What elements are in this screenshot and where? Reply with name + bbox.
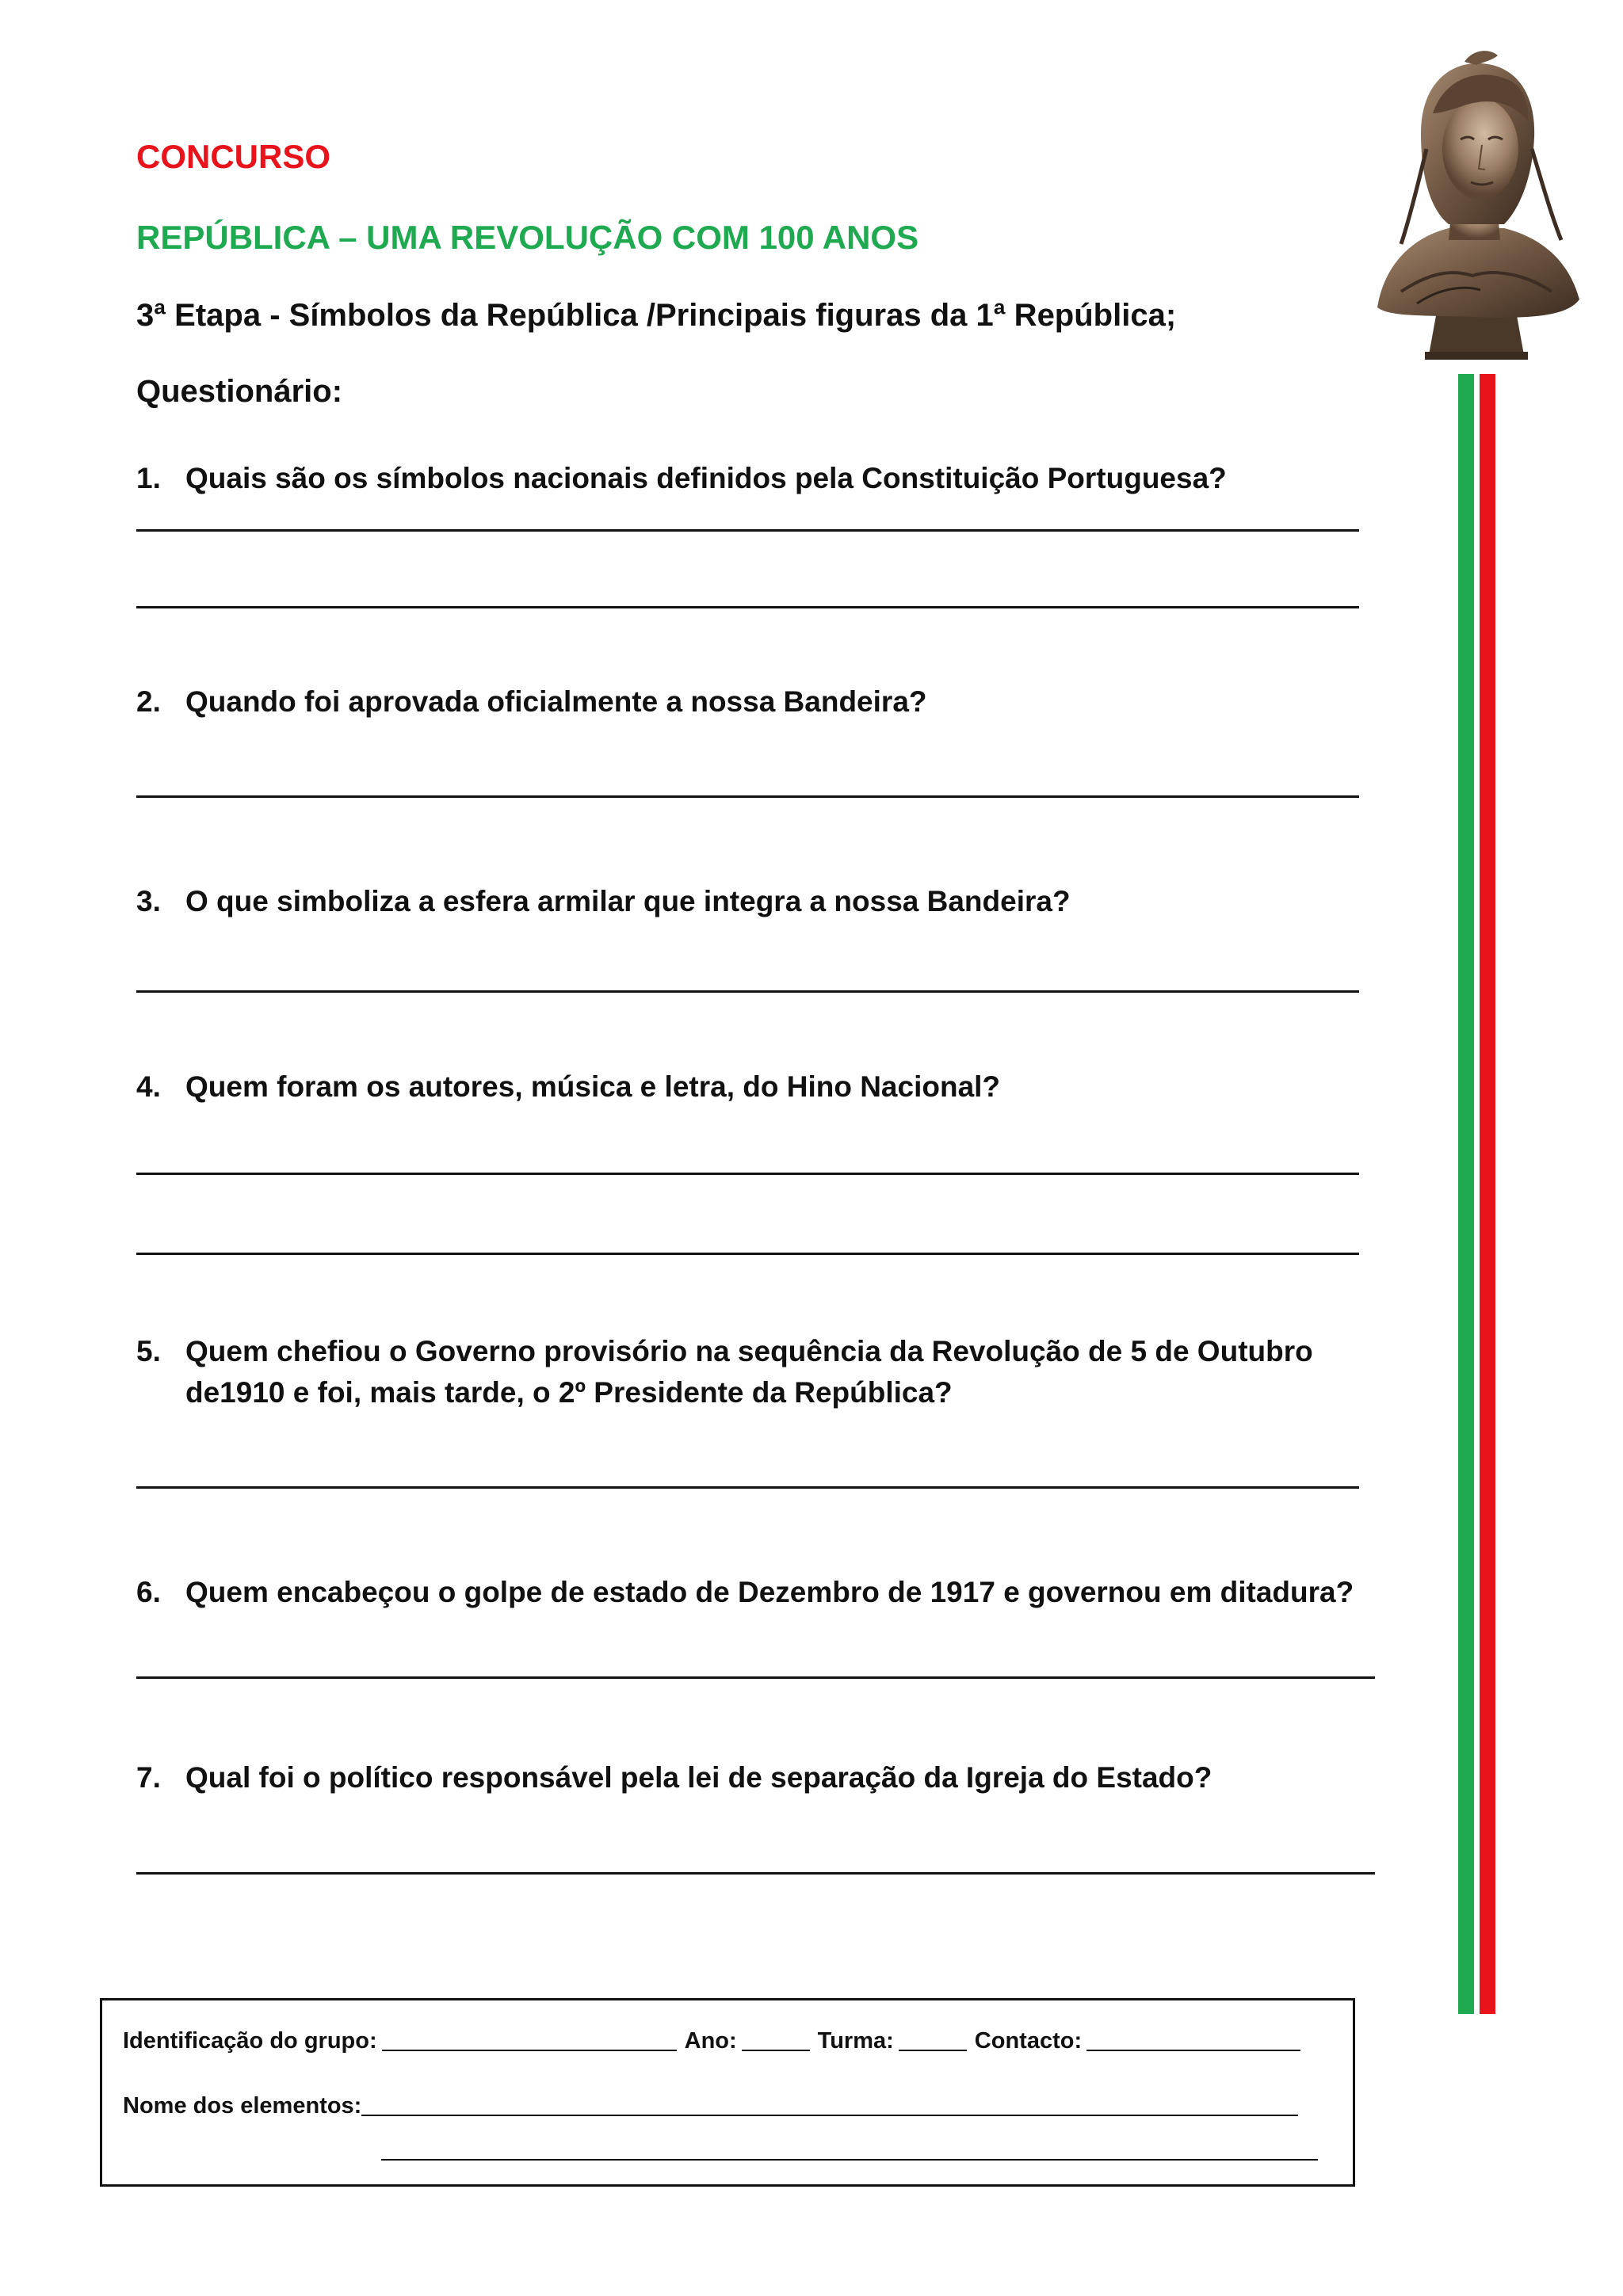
question-5 bbox=[136, 1331, 1420, 1413]
questionnaire-heading: Questionário: bbox=[136, 374, 343, 409]
members-row bbox=[123, 2092, 1306, 2119]
year-field[interactable] bbox=[742, 2027, 810, 2051]
answer-line[interactable] bbox=[136, 1872, 1375, 1875]
group-row bbox=[123, 2027, 1308, 2054]
question-3 bbox=[136, 881, 1420, 922]
answer-line[interactable] bbox=[136, 795, 1359, 798]
question-text: Qual foi o político responsável pela lei de separação da Igreja do Estado? bbox=[185, 1761, 1212, 1794]
question-number: 1. bbox=[136, 462, 161, 494]
question-7 bbox=[136, 1757, 1420, 1798]
answer-line[interactable] bbox=[136, 1676, 1375, 1679]
contact-field[interactable] bbox=[1086, 2027, 1300, 2051]
question-text: Quando foi aprovada oficialmente a nossa Bandeira? bbox=[185, 685, 927, 718]
republic-bust-image bbox=[1354, 38, 1591, 363]
question-text: Quais são os símbolos nacionais definidos pela Constituição Portuguesa? bbox=[185, 462, 1227, 494]
group-identification-box bbox=[100, 1998, 1355, 2187]
question-1 bbox=[136, 458, 1420, 499]
answer-line[interactable] bbox=[136, 1253, 1359, 1255]
stage-heading: 3ª Etapa - Símbolos da República /Principais figuras da 1ª República; bbox=[136, 298, 1177, 333]
question-number: 7. bbox=[136, 1761, 161, 1794]
class-field[interactable] bbox=[899, 2027, 967, 2051]
question-number: 6. bbox=[136, 1576, 161, 1608]
answer-line[interactable] bbox=[136, 606, 1359, 608]
question-text: O que simboliza a esfera armilar que integra a nossa Bandeira? bbox=[185, 885, 1071, 917]
contest-label: CONCURSO bbox=[136, 138, 331, 175]
question-4 bbox=[136, 1066, 1420, 1108]
question-number: 4. bbox=[136, 1070, 161, 1103]
contest-title: REPÚBLICA – UMA REVOLUÇÃO COM 100 ANOS bbox=[136, 219, 919, 256]
year-label: Ano: bbox=[684, 2028, 737, 2054]
question-number: 5. bbox=[136, 1335, 161, 1367]
members-extra-line[interactable] bbox=[381, 2159, 1318, 2161]
answer-line[interactable] bbox=[136, 1486, 1359, 1489]
answer-line[interactable] bbox=[136, 529, 1359, 532]
answer-line[interactable] bbox=[136, 1173, 1359, 1175]
green-stripe bbox=[1458, 374, 1474, 2014]
group-label: Identificação do grupo: bbox=[123, 2028, 377, 2054]
answer-line[interactable] bbox=[136, 990, 1359, 993]
question-number: 2. bbox=[136, 685, 161, 718]
question-number: 3. bbox=[136, 885, 161, 917]
contact-label: Contacto: bbox=[974, 2028, 1083, 2054]
red-stripe bbox=[1480, 374, 1495, 2014]
question-text: Quem chefiou o Governo provisório na sequência da Revolução de 5 de Outubro de1910 e foi, mais tarde, o 2º Presidente da República? bbox=[185, 1335, 1313, 1409]
group-name-field[interactable] bbox=[382, 2027, 677, 2051]
class-label: Turma: bbox=[817, 2028, 894, 2054]
members-field[interactable] bbox=[361, 2092, 1298, 2116]
members-label: Nome dos elementos: bbox=[123, 2093, 362, 2119]
question-text: Quem foram os autores, música e letra, do Hino Nacional? bbox=[185, 1070, 1001, 1103]
question-6 bbox=[136, 1572, 1420, 1613]
question-2 bbox=[136, 681, 1420, 723]
question-text: Quem encabeçou o golpe de estado de Dezembro de 1917 e governou em ditadura? bbox=[185, 1576, 1354, 1608]
